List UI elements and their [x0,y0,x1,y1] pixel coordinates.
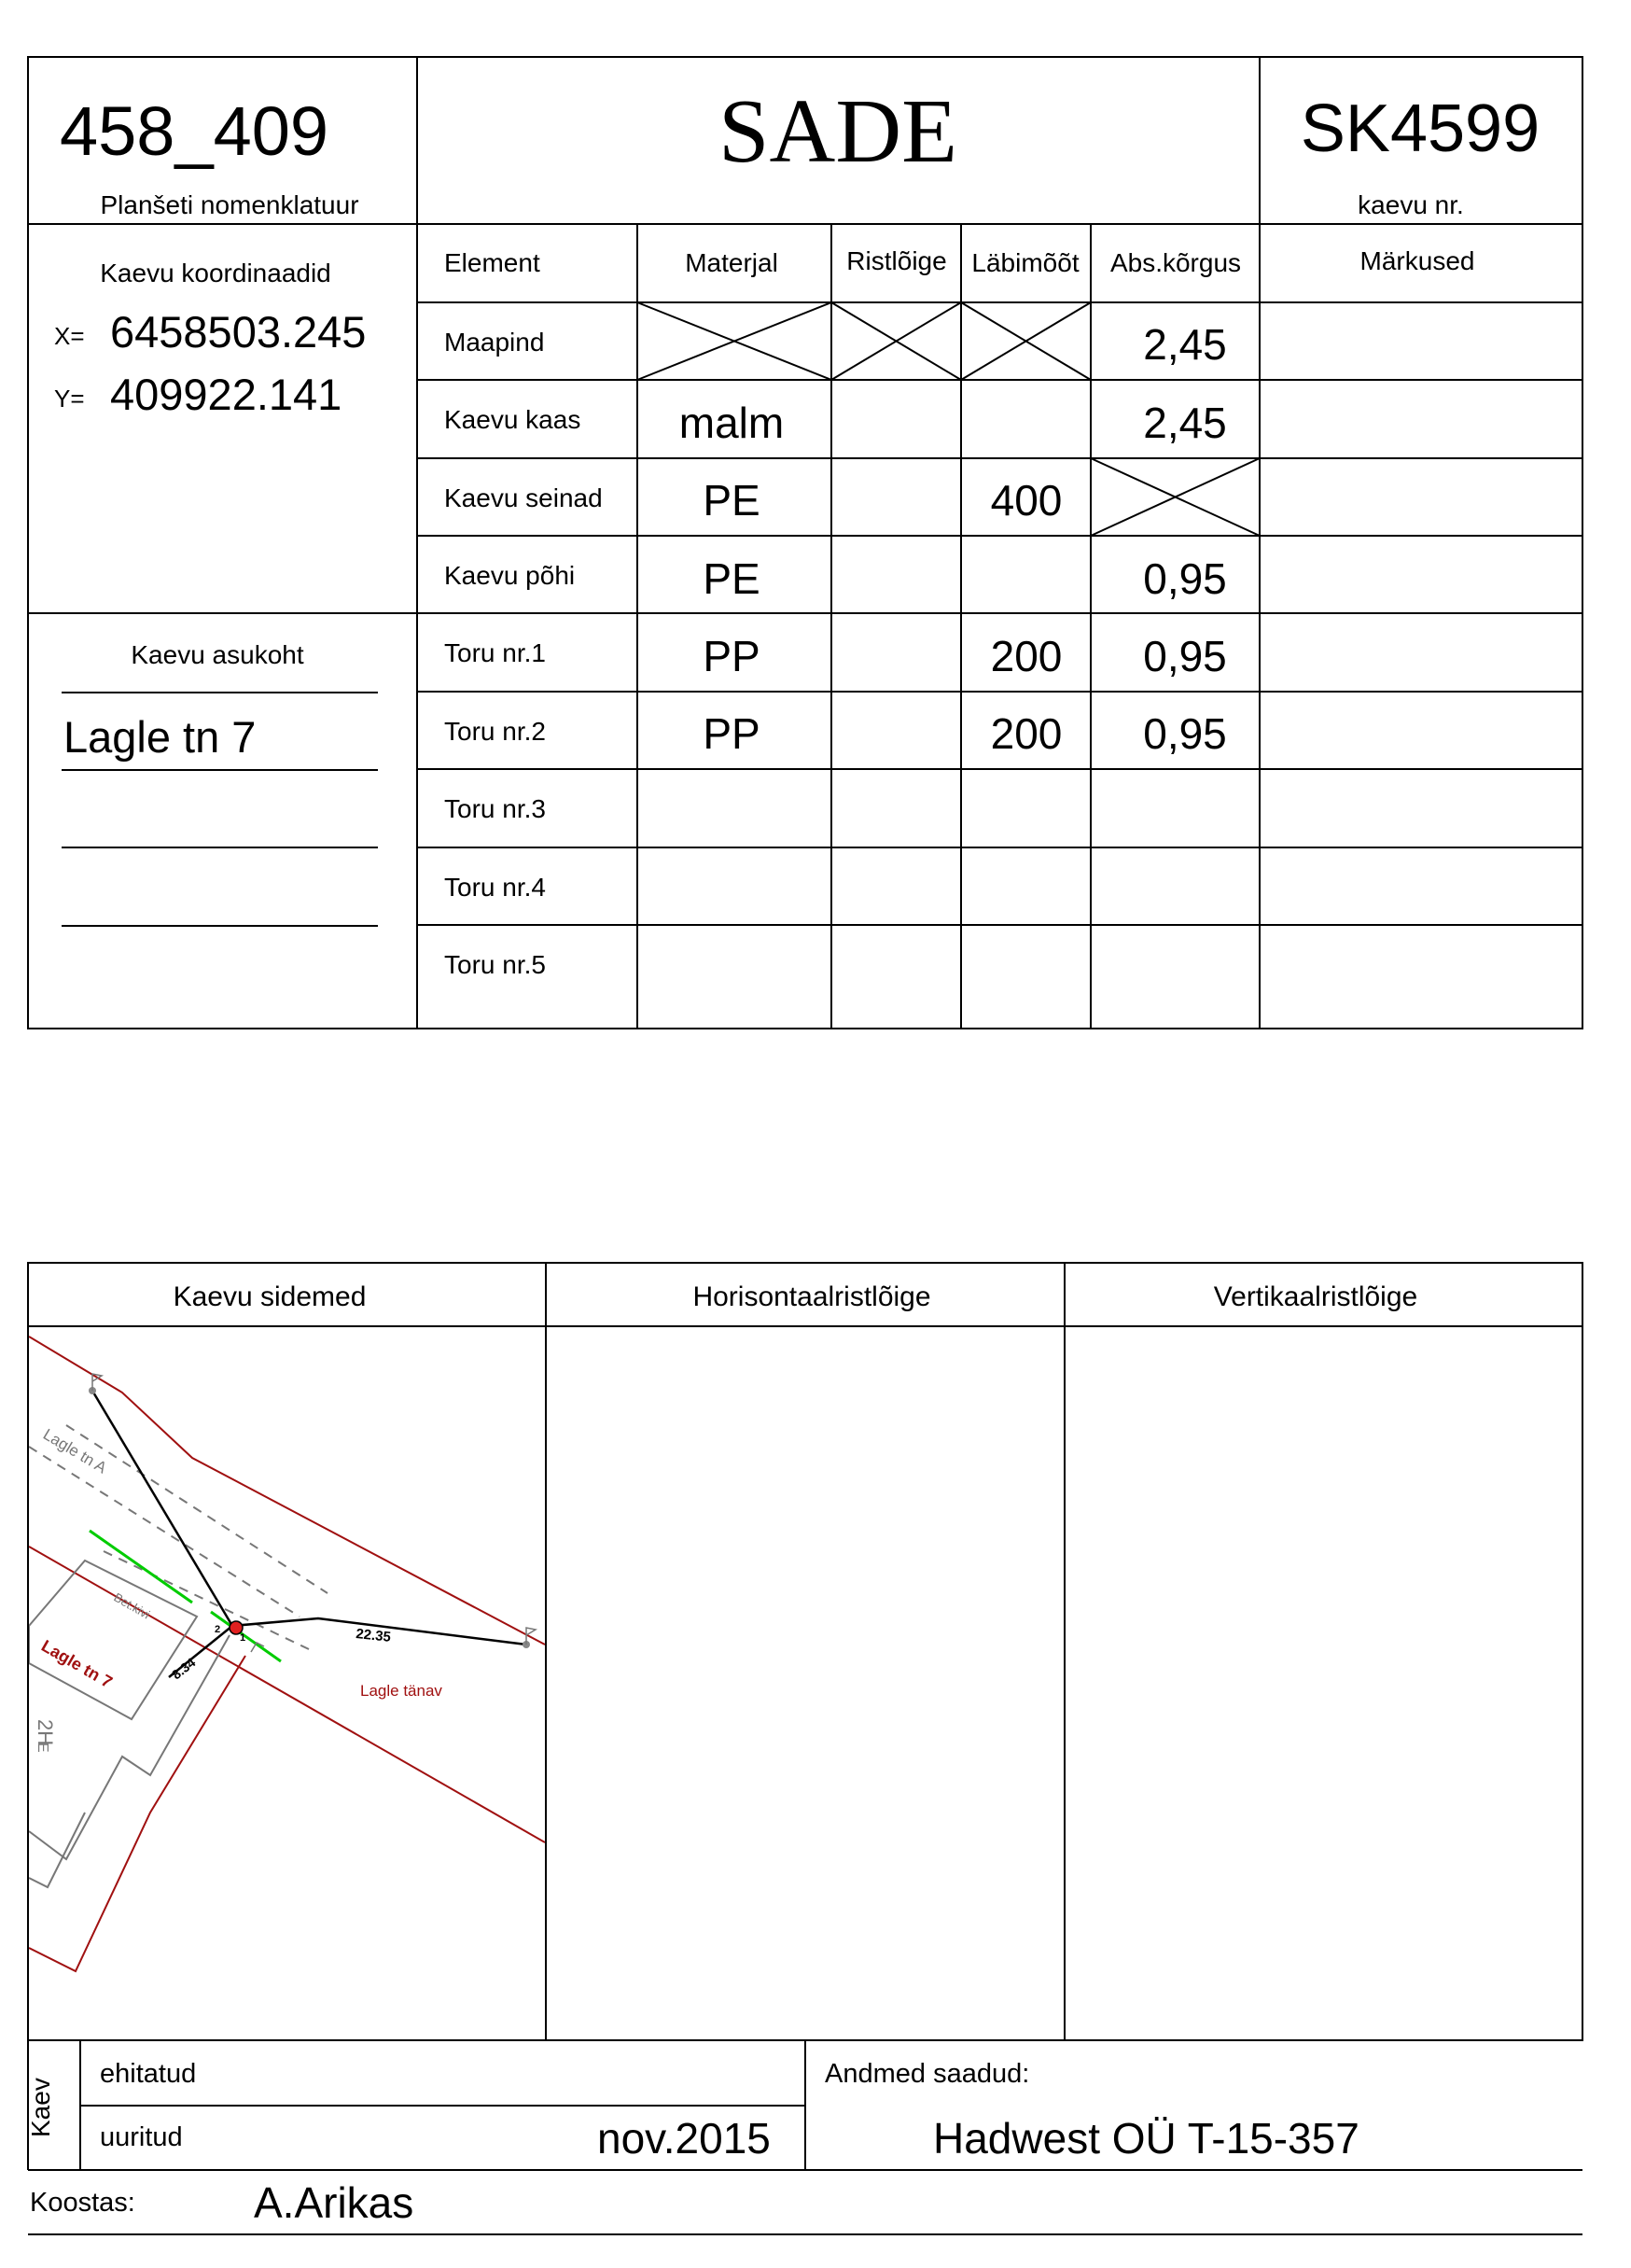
building-label: Bet.kivi [111,1589,153,1622]
row-labimoot: 200 [990,709,1063,758]
row-element: Kaevu põhi [444,561,576,590]
building-outline-2 [29,1635,230,1859]
row-element: Kaevu seinad [444,483,603,512]
location-label: Kaevu asukoht [131,640,304,669]
distance-label-2: 8.34 [168,1654,199,1683]
building-code: 2H [34,1719,57,1746]
sidemed-header: Kaevu sidemed [173,1281,367,1312]
uuritud-value: nov.2015 [597,2114,771,2163]
row-element: Maapind [444,328,545,357]
row-labimoot: 400 [990,476,1063,525]
koostas-value: A.Arikas [254,2178,414,2227]
row-element: Toru nr.3 [444,794,546,823]
green-pipe [90,1531,192,1603]
location-line-1: Lagle tn 7 [63,712,257,762]
row-materjal: PE [703,554,760,603]
row-materjal: PP [703,709,760,758]
building-sub: E [35,1743,50,1753]
col-header-markused: Märkused [1359,246,1475,275]
location-sketch [29,1327,545,2039]
uuritud-label: uuritud [100,2122,183,2152]
col-header-labimoot: Läbimõõt [971,248,1080,277]
y-label: Y= [54,385,85,413]
y-value: 409922.141 [110,370,342,419]
point-label-1: 1 [240,1632,246,1644]
distance-label-1: 22.35 [355,1626,392,1645]
col-header-ristloige: Ristlõige [846,246,947,275]
row-element: Kaevu kaas [444,405,581,434]
col-header-element: Element [444,248,540,277]
nomenclature-label: Planšeti nomenklatuur [100,190,359,219]
row-element: Toru nr.5 [444,950,546,979]
koostas-label: Koostas: [30,2188,135,2218]
well-number: SK4599 [1300,91,1540,166]
row-abs: 0,95 [1143,709,1227,758]
row-element: Toru nr.1 [444,638,546,667]
parcel-boundary [29,1656,245,1971]
well-number-label: kaevu nr. [1358,190,1464,219]
ehitatud-label: ehitatud [100,2059,197,2089]
road-label: Lagle tänav [360,1682,442,1700]
row-materjal: PP [703,632,760,680]
row-abs: 2,45 [1143,399,1227,447]
road-boundary-north [29,1337,545,1645]
street-label: Lagle tn A [39,1425,110,1477]
col-header-abs-korgus: Abs.kõrgus [1109,248,1242,277]
vertikaal-header: Vertikaalristlõige [1213,1281,1418,1312]
road-boundary-south [29,1547,545,1842]
kaev-label: Kaev [26,2078,55,2137]
row-abs: 0,95 [1143,632,1227,680]
x-value: 6458503.245 [110,307,367,357]
horisontaal-header: Horisontaalristlõige [692,1281,931,1312]
andmed-label: Andmed saadud: [825,2059,1030,2089]
x-label: X= [54,322,85,350]
street-edge-2 [29,1447,300,1617]
row-materjal: malm [678,399,785,447]
point-label-2: 2 [215,1624,221,1635]
andmed-value: Hadwest OÜ T-15-357 [933,2114,1359,2163]
row-element: Toru nr.4 [444,873,546,902]
row-element: Toru nr.2 [444,717,546,746]
nomenclature-value: 458_409 [60,92,329,170]
row-materjal: PE [703,476,760,525]
row-abs: 2,45 [1143,320,1227,369]
tie-line-1 [92,1391,232,1626]
col-header-materjal: Materjal [685,248,778,277]
parcel-label: Lagle tn 7 [38,1636,116,1692]
row-abs: 0,95 [1143,554,1227,603]
page-title: SADE [718,81,957,182]
coordinates-label: Kaevu koordinaadid [100,259,331,287]
row-labimoot: 200 [990,632,1063,680]
